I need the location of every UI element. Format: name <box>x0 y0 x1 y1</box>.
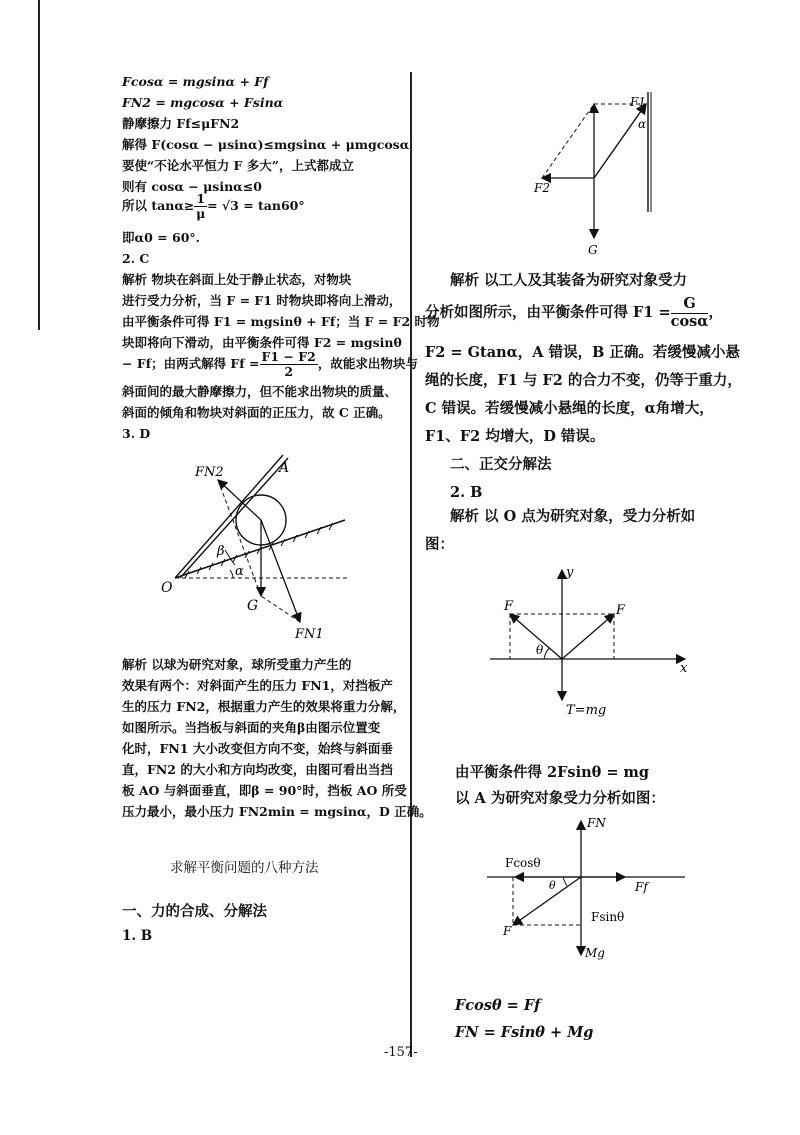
wall-force-diagram <box>530 92 670 262</box>
text-line: F2 = Gtanα，A 错误，B 正确。若缓慢减小悬 <box>425 344 740 361</box>
text-line: 由平衡条件可得 F1 = mgsinθ + Ff；当 F = F2 时物 <box>122 314 440 329</box>
label-FN: FN <box>587 816 606 830</box>
label-alpha: α <box>638 117 647 131</box>
text-prefix: 分析如图所示，由平衡条件可得 F1 = <box>425 304 671 321</box>
label-O: O <box>161 580 173 596</box>
label-x: x <box>680 661 688 676</box>
text-line: 化时，FN1 大小改变但方向不变，始终与斜面垂 <box>122 741 393 756</box>
question-number: 2. C <box>122 251 150 266</box>
label-theta: θ <box>536 643 544 657</box>
equation-line: 由平衡条件得 2Fsinθ = mg <box>455 764 650 781</box>
text-line: 进行受力分析，当 F = F1 时物块即将向上滑动， <box>122 293 402 308</box>
fraction <box>671 297 709 329</box>
text-prefix: 所以 tanα≥ <box>122 198 195 213</box>
equation-line: Fcosθ = Ff <box>455 997 541 1014</box>
fraction-numerator: 1 <box>196 190 206 206</box>
text-line: 斜面的倾角和物块对斜面的正压力，故 C 正确。 <box>122 405 391 420</box>
fraction <box>194 190 207 221</box>
fraction-numerator: G <box>671 297 709 314</box>
rope-F1 <box>594 104 646 178</box>
text-line: 压力最小，最小压力 FN2min = mgsinα，D 正确。 <box>122 804 432 819</box>
equation-line: Fcosα = mgsinα + Ff <box>122 74 269 89</box>
text-suffix: ， <box>708 304 723 321</box>
label-Fsin: Fsinθ <box>591 910 625 924</box>
label-F-left: F <box>504 599 514 614</box>
fraction-line <box>122 350 418 379</box>
label-F2: F2 <box>534 181 550 195</box>
scan-margin-line <box>38 0 40 330</box>
fraction-denominator: μ <box>196 206 206 221</box>
text-line: 如图所示。当挡板与斜面的夹角β由图示位置变 <box>122 720 381 735</box>
fraction-numerator: F1 − F2 <box>261 348 316 364</box>
label-T: T=mg <box>566 703 607 718</box>
equation-line: FN2 = mgcosα + Fsinα <box>122 95 284 110</box>
text-line: 则有 cosα − μsinα≤0 <box>122 179 262 194</box>
label-beta: β <box>217 544 225 559</box>
section-title: 求解平衡问题的八种方法 <box>170 860 319 876</box>
label-A: A <box>279 460 290 476</box>
subsection-heading: 一、力的合成、分解法 <box>122 903 267 920</box>
arrow-F-right <box>562 614 614 659</box>
fn2-arrow <box>218 480 261 520</box>
label-theta: θ <box>549 879 556 892</box>
text-line: 静摩擦力 Ff≤μFN2 <box>122 116 240 131</box>
question-number: 1. B <box>122 928 153 944</box>
text-line: 解析 以球为研究对象，球所受重力产生的 <box>122 657 352 672</box>
text-suffix: ，故能求出物块与 <box>317 356 418 371</box>
fraction-denominator: 2 <box>284 364 294 379</box>
subsection-heading: 二、正交分解法 <box>450 456 552 473</box>
text-line: 解析 以 O 点为研究对象，受力分析如 <box>450 508 696 525</box>
label-FN2: FN2 <box>195 465 224 480</box>
text-line: 解析 物块在斜面上处于静止状态，对物块 <box>122 272 352 287</box>
label-Ff: Ff <box>635 880 648 894</box>
label-G: G <box>588 243 598 257</box>
label-Fcos: Fcosθ <box>505 856 541 870</box>
parallelogram-side <box>261 596 300 622</box>
node-force-diagram <box>480 562 700 722</box>
question-number: 3. D <box>122 426 151 441</box>
label-FN1: FN1 <box>295 627 324 642</box>
fraction-denominator: cosα <box>670 312 709 330</box>
text-suffix: = √3 = tan60° <box>207 198 305 213</box>
text-line: 效果有两个：对斜面产生的压力 FN1，对挡板产 <box>122 678 393 693</box>
fraction-line <box>122 192 305 221</box>
text-line: C 错误。若缓慢减小悬绳的长度，α角增大， <box>425 400 714 417</box>
label-G: G <box>247 598 259 614</box>
label-y: y <box>566 565 574 580</box>
equation-line: FN = Fsinθ + Mg <box>455 1024 594 1041</box>
text-line: 图： <box>425 536 454 553</box>
text-line: 斜面间的最大静摩擦力，但不能求出物块的质量、 <box>122 384 398 399</box>
label-F: F <box>503 924 512 938</box>
fraction <box>260 348 318 379</box>
text-line: 直，FN2 的大小和方向均改变，由图可看出当挡 <box>122 762 393 777</box>
text-line: 解析 以工人及其装备为研究对象受力 <box>450 272 688 289</box>
text-line: 即α0 = 60°. <box>122 230 200 245</box>
text-line: 以 A 为研究对象受力分析如图： <box>455 790 665 807</box>
label-alpha: α <box>235 564 244 579</box>
text-line: 解得 F(cosα − μsinα)≤mgsinα + μmgcosα <box>122 137 410 152</box>
text-line: 绳的长度，F1 与 F2 的合力不变，仍等于重力， <box>425 372 742 389</box>
label-Mg: Mg <box>585 946 605 960</box>
fraction-line <box>425 296 723 330</box>
arrow-F <box>513 877 581 925</box>
text-line: 板 AO 与斜面垂直，即β = 90°时，挡板 AO 所受 <box>122 783 407 798</box>
question-number: 2. B <box>450 484 483 501</box>
incline-ball-diagram <box>155 450 415 650</box>
label-F1: F1 <box>630 95 646 109</box>
block-force-diagram <box>485 815 695 975</box>
theta-arc <box>563 877 567 886</box>
theta-arc <box>544 648 550 659</box>
page-number: -157- <box>384 1045 418 1060</box>
dashed-parallel <box>542 104 594 178</box>
text-line: F1、F2 均增大，D 错误。 <box>425 428 605 445</box>
text-line: 要使“不论水平恒力 F 多大”，上式都成立 <box>122 158 354 173</box>
label-F-right: F <box>616 603 626 618</box>
alpha-arc <box>230 570 233 578</box>
text-prefix: − Ff；由两式解得 Ff = <box>122 356 260 371</box>
text-line: 块即将向下滑动，由平衡条件可得 F2 = mgsinθ <box>122 335 402 350</box>
text-line: 生的压力 FN2，根据重力产生的效果将重力分解， <box>122 699 406 714</box>
